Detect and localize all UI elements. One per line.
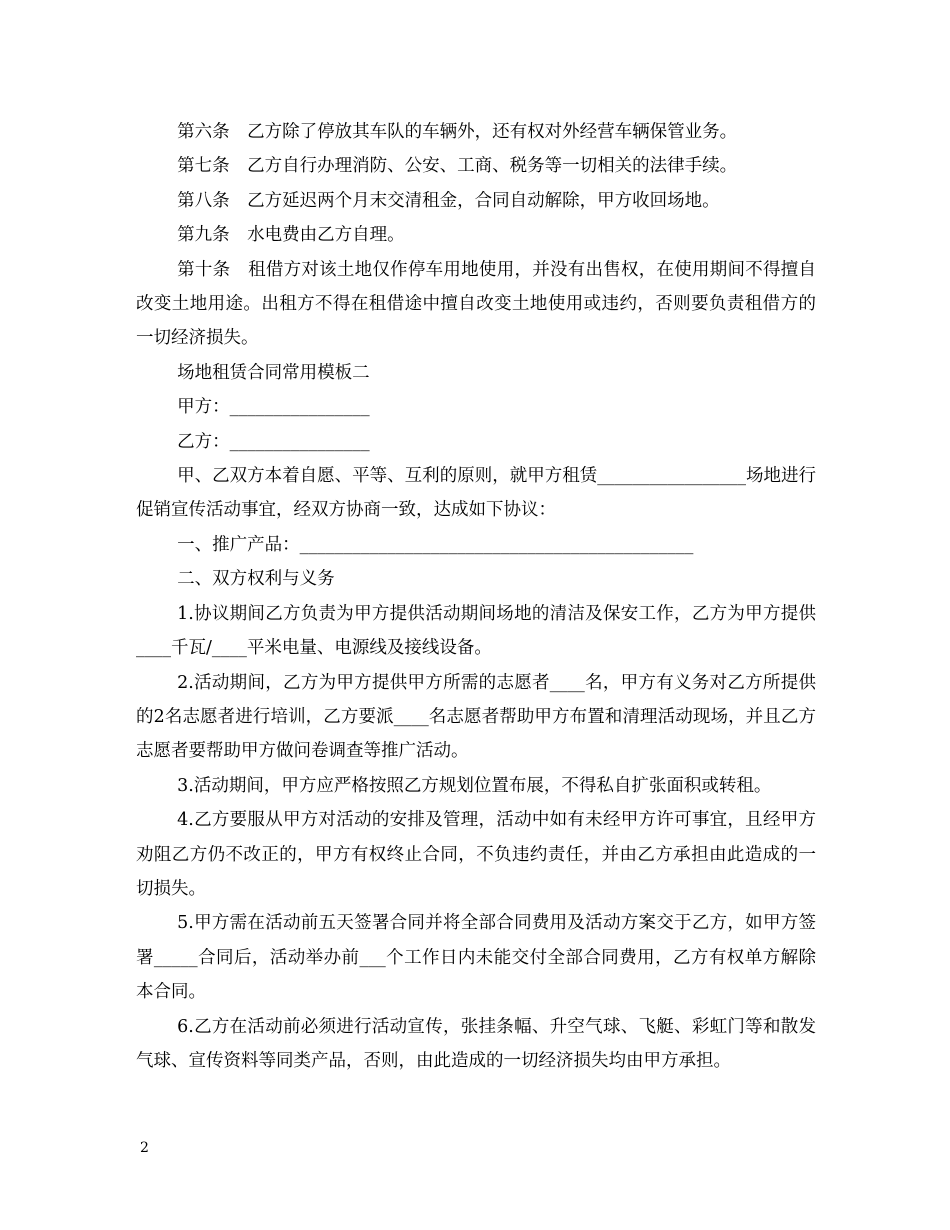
clause-9: 第九条 水电费由乙方自理。 (177, 225, 405, 246)
document-body (136, 115, 816, 1078)
item-6: 6.乙方在活动前必须进行活动宣传，张挂条幅、升空气球、飞艇、彩虹门等和散发气球、宣传资料等同类产品，否则，由此造成的一切经济损失均由甲方承担。 (136, 1016, 816, 1071)
section-title: 场地租赁合同常用模板二 (177, 362, 370, 383)
item-5: 5.甲方需在活动前五天签署合同并将全部合同费用及活动方案交于乙方，如甲方签署_____合同后，活动举办前___个工作日内未能交付全部合同费用，乙方有权单方解除本合同。 (136, 913, 816, 1003)
clause-10: 第十条 租借方对该土地仅作停车用地使用，并没有出售权，在使用期间不得擅自改变土地用途。出租方不得在租借途中擅自改变土地使用或违约，否则要负责租借方的一切经济损失。 (136, 259, 816, 349)
preamble-paragraph: 甲、乙双方本着自愿、平等、互利的原则，就甲方租赁_________________场地进行促销宣传活动事宜，经双方协商一致，达成如下协议： (136, 466, 816, 521)
party-a-line: 甲方：________________ (177, 397, 370, 418)
clause-6: 第六条 乙方除了停放其车队的车辆外，还有权对外经营车辆保管业务。 (177, 122, 738, 142)
item-2: 2.活动期间，乙方为甲方提供甲方所需的志愿者____名，甲方有义务对乙方所提供的2名志愿者进行培训，乙方要派____名志愿者帮助甲方布置和清理活动现场，并且乙方志愿者要帮助甲方做问卷调查等推广活动。 (136, 672, 816, 762)
promoted-product-line: 一、推广产品：_____________________________________________ (177, 534, 694, 555)
clause-7: 第七条 乙方自行办理消防、公安、工商、税务等一切相关的法律手续。 (177, 156, 738, 177)
clause-8: 第八条 乙方延迟两个月末交清租金，合同自动解除，甲方收回场地。 (177, 190, 720, 211)
party-b-line: 乙方：________________ (177, 431, 370, 452)
item-4: 4.乙方要服从甲方对活动的安排及管理，活动中如有未经甲方许可事宜，且经甲方劝阻乙方仍不改正的，甲方有权终止合同，不负违约责任，并由乙方承担由此造成的一切损失。 (136, 810, 816, 899)
item-3: 3.活动期间，甲方应严格按照乙方规划位置布展，不得私自扩张面积或转租。 (177, 775, 772, 796)
item-1: 1.协议期间乙方负责为甲方提供活动期间场地的清洁及保安工作，乙方为甲方提供____千瓦/____平米电量、电源线及接线设备。 (136, 603, 816, 659)
rights-heading: 二、双方权利与义务 (177, 569, 335, 590)
page-number: 2 (140, 1140, 149, 1156)
